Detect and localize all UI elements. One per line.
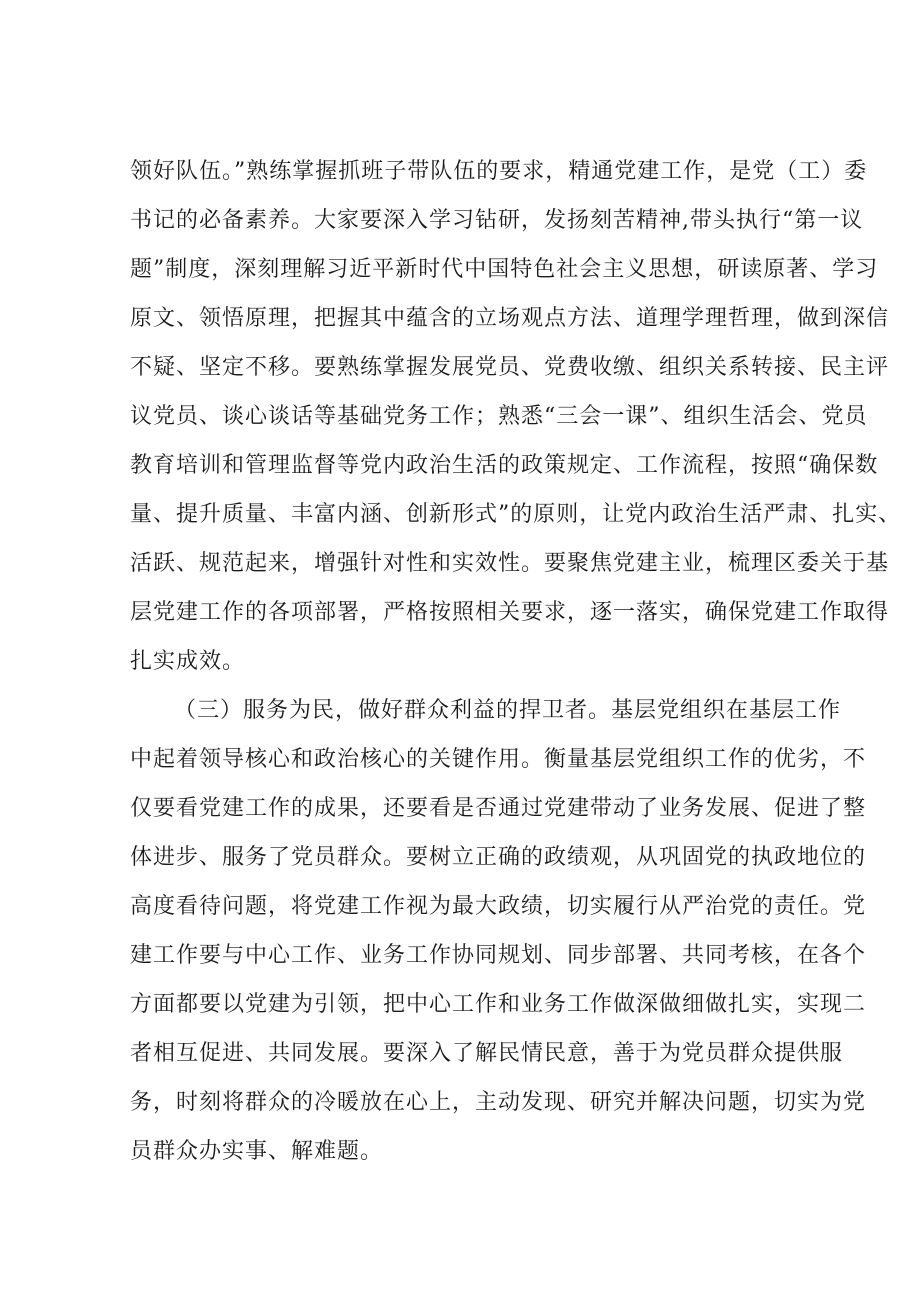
paragraph-line: 体进步、服务了党员群众。要树立正确的政绩观，从巩固党的执政地位的 bbox=[130, 845, 867, 870]
paragraph-line: 务，时刻将群众的冷暖放在心上，主动发现、研究并解决问题，切实为党 bbox=[130, 1090, 867, 1115]
paragraph-line: 量、提升质量、丰富内涵、创新形式”的原则，让党内政治生活严肃、扎实、 bbox=[130, 502, 902, 527]
paragraph-line: 建工作要与中心工作、业务工作协同规划、同步部署、共同考核，在各个 bbox=[130, 943, 867, 968]
paragraph-line: 方面都要以党建为引领，把中心工作和业务工作做深做细做扎实，实现二 bbox=[130, 992, 867, 1017]
paragraph-line: 议党员、谈心谈话等基础党务工作；熟悉“三会一课”、组织生活会、党员 bbox=[130, 404, 868, 429]
section-heading-line: （三）服务为民，做好群众利益的捍卫者。基层党组织在基层工作 bbox=[174, 698, 842, 723]
paragraph-line: 题”制度，深刻理解习近平新时代中国特色社会主义思想，研读原著、学习 bbox=[130, 257, 879, 282]
paragraph-line: 高度看待问题，将党建工作视为最大政绩，切实履行从严治党的责任。党 bbox=[130, 894, 867, 919]
paragraph-line: 员群众办实事、解难题。 bbox=[130, 1139, 384, 1164]
paragraph-line: 书记的必备素养。大家要深入学习钻研，发扬刻苦精神,带头执行“第一议 bbox=[130, 208, 864, 233]
paragraph-line: 中起着领导核心和政治核心的关键作用。衡量基层党组织工作的优劣，不 bbox=[130, 747, 867, 772]
paragraph-line: 者相互促进、共同发展。要深入了解民情民意，善于为党员群众提供服 bbox=[130, 1041, 844, 1066]
paragraph-line: 扎实成效。 bbox=[130, 649, 246, 674]
paragraph-line: 层党建工作的各项部署，严格按照相关要求，逐一落实，确保党建工作取得 bbox=[130, 600, 890, 625]
paragraph-line: 教育培训和管理监督等党内政治生活的政策规定、工作流程，按照“确保数 bbox=[130, 453, 879, 478]
paragraph-line: 原文、领悟原理，把握其中蕴含的立场观点方法、道理学理哲理，做到深信 bbox=[130, 306, 890, 331]
paragraph-line: 仅要看党建工作的成果，还要看是否通过党建带动了业务发展、促进了整 bbox=[130, 796, 867, 821]
paragraph-line: 领好队伍。”熟练掌握抓班子带队伍的要求，精通党建工作，是党（工）委 bbox=[130, 159, 868, 184]
paragraph-line: 不疑、坚定不移。要熟练掌握发展党员、党费收缴、组织关系转接、民主评 bbox=[130, 355, 890, 380]
paragraph-line: 活跃、规范起来，增强针对性和实效性。要聚焦党建主业，梳理区委关于基 bbox=[130, 551, 890, 576]
